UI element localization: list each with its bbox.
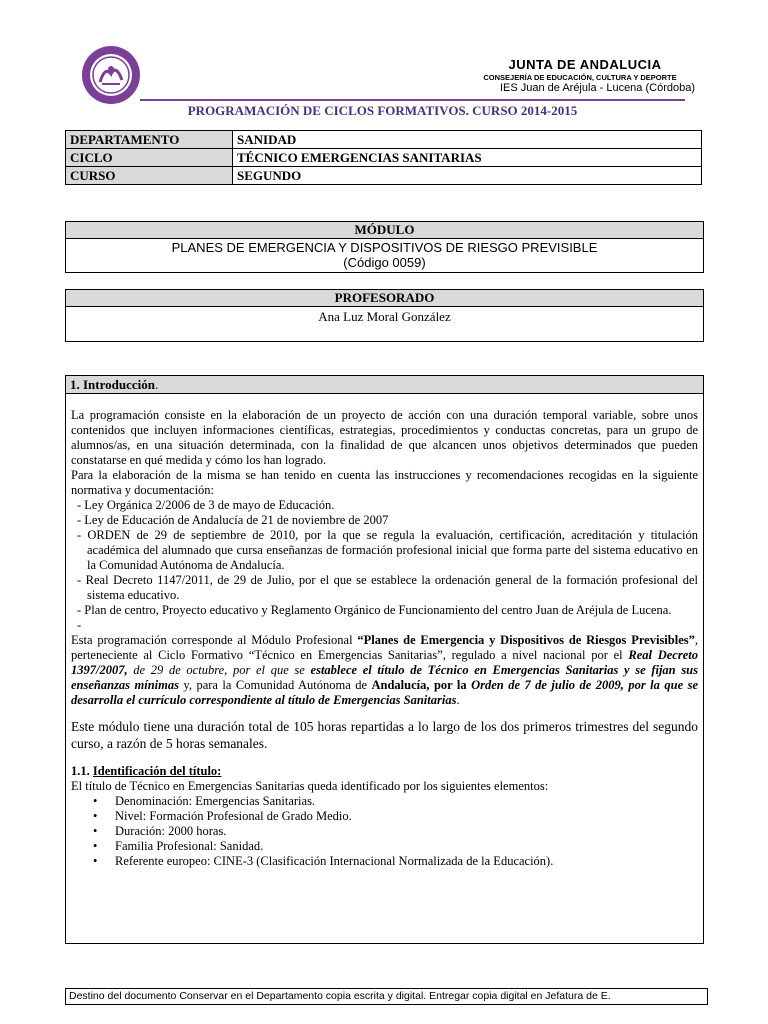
list-item: - Real Decreto 1147/2011, de 29 de Julio, por el que se establece la ordenación general de la formación profesional del sistema educativo.: [77, 573, 698, 602]
text-run: establece el título de Técnico en Emergencias Sanitarias y se fijan sus enseñanzas mínimas: [71, 663, 698, 692]
subsection-heading: [71, 764, 698, 779]
elementos-list: [71, 794, 698, 869]
list-item: - ORDEN de 29 de septiembre de 2010, por la que se regula la evaluación, certificación, acreditación y titulación académica del alumnado que cursa enseñanzas de formación profesional inicial que forma parte del sistema educativo en la Comunidad Autónoma de Andalucía.: [77, 528, 698, 572]
text-run: .: [456, 693, 460, 707]
profesorado-heading: PROFESORADO: [66, 290, 703, 307]
introduccion-content: [66, 394, 703, 869]
header-divider: [140, 99, 685, 101]
text-run: Real Decreto 1397/2007,: [71, 648, 698, 677]
list-item: • Nivel: Formación Profesional de Grado Medio.: [71, 809, 698, 824]
text-run: 1.1.: [71, 764, 93, 778]
normativa-list: [71, 498, 698, 633]
document-footer: Destino del documento Conservar en el Departamento copia escrita y digital. Entregar copia digital en Jefatura de E.: [65, 988, 708, 1005]
text-run: por la que se desarrolla el currículo correspondiente al título de Emergencias Sanitarias: [71, 678, 698, 707]
junta-andalucia-heading: JUNTA DE ANDALUCIA: [508, 57, 662, 72]
info-value: SEGUNDO: [233, 167, 702, 185]
modulo-heading: MÓDULO: [66, 222, 703, 239]
text-run: Andalucía, por la: [371, 678, 472, 692]
modulo-name: PLANES DE EMERGENCIA Y DISPOSITIVOS DE RIESGO PREVISIBLE: [171, 240, 598, 255]
list-item: • Referente europeo: CINE-3 (Clasificación Internacional Normalizada de la Educación).: [71, 854, 698, 869]
introduccion-heading-dot: .: [155, 377, 159, 392]
introduccion-section: [65, 375, 704, 944]
paragraph: Para la elaboración de la misma se han tenido en cuenta las instrucciones y recomendaciones recogidas en la siguiente normativa y documentación:: [71, 468, 698, 497]
list-item: • Denominación: Emergencias Sanitarias.: [71, 794, 698, 809]
list-item: -: [77, 618, 82, 632]
info-value: SANIDAD: [233, 131, 702, 149]
ies-label: IES Juan de Aréjula - Lucena (Córdoba): [499, 82, 695, 94]
school-seal-icon: [80, 44, 142, 106]
paragraph: El título de Técnico en Emergencias Sanitarias queda identificado por los siguientes elementos:: [71, 779, 549, 793]
info-table: [65, 130, 702, 185]
list-item: - Ley Orgánica 2/2006 de 3 de mayo de Educación.: [77, 498, 335, 512]
modulo-body: [66, 239, 703, 272]
text-run: Orden de 7 de julio de 2009,: [471, 678, 624, 692]
text-run: Identificación del título:: [92, 764, 222, 778]
list-item: - Ley de Educación de Andalucía de 21 de noviembre de 2007: [77, 513, 389, 527]
info-key: CICLO: [66, 149, 233, 167]
text-run: , perteneciente al Ciclo Formativo “Técnico en Emergencias Sanitarias”, regulado a nivel nacional por el: [71, 633, 698, 662]
profesorado-name: Ana Luz Moral González: [318, 309, 451, 324]
list-item: • Duración: 2000 horas.: [71, 824, 698, 839]
text-run: de 29 de octubre, por el que se: [127, 663, 311, 677]
list-item: - Plan de centro, Proyecto educativo y Reglamento Orgánico de Funcionamiento del centro Juan de Aréjula de Lucena.: [77, 603, 672, 617]
consejeria-label: CONSEJERÍA DE EDUCACIÓN, CULTURA Y DEPORTE: [483, 73, 677, 82]
info-row: [66, 131, 702, 149]
introduccion-heading: [66, 376, 703, 394]
info-row: [66, 167, 702, 185]
modulo-code: (Código 0059): [343, 255, 426, 270]
modulo-box: [65, 221, 704, 273]
info-key: CURSO: [66, 167, 233, 185]
list-item: • Familia Profesional: Sanidad.: [71, 839, 698, 854]
text-run: “Planes de Emergencia y Dispositivos de Riesgos Previsibles”: [357, 633, 695, 647]
info-row: [66, 149, 702, 167]
introduccion-heading-text: 1. Introducción: [70, 377, 155, 392]
paragraph: La programación consiste en la elaboración de un proyecto de acción con una duración temporal variable, sobre unos contenidos que incluyen informaciones científicas, estrategias, procedimientos y conductas concretas, para un grupo de alumnos/as, en una situación determinada, con la finalidad de que alcancen unos objetivos determinados que pueden constatarse en qué medida y cómo los han logrado.: [71, 408, 698, 467]
page-title: PROGRAMACIÓN DE CICLOS FORMATIVOS. CURSO 2014-2015: [187, 103, 578, 118]
text-run: Esta programación corresponde al Módulo Profesional: [71, 633, 358, 647]
info-key: DEPARTAMENTO: [66, 131, 233, 149]
paragraph-regulation: [71, 633, 698, 708]
text-run: y, para la Comunidad Autónoma de: [178, 678, 372, 692]
info-value: TÉCNICO EMERGENCIAS SANITARIAS: [233, 149, 702, 167]
paragraph-duration: Este módulo tiene una duración total de 105 horas repartidas a lo largo de los dos primeros trimestres del segundo curso, a razón de 5 horas semanales.: [71, 719, 698, 751]
profesorado-box: [65, 289, 704, 342]
